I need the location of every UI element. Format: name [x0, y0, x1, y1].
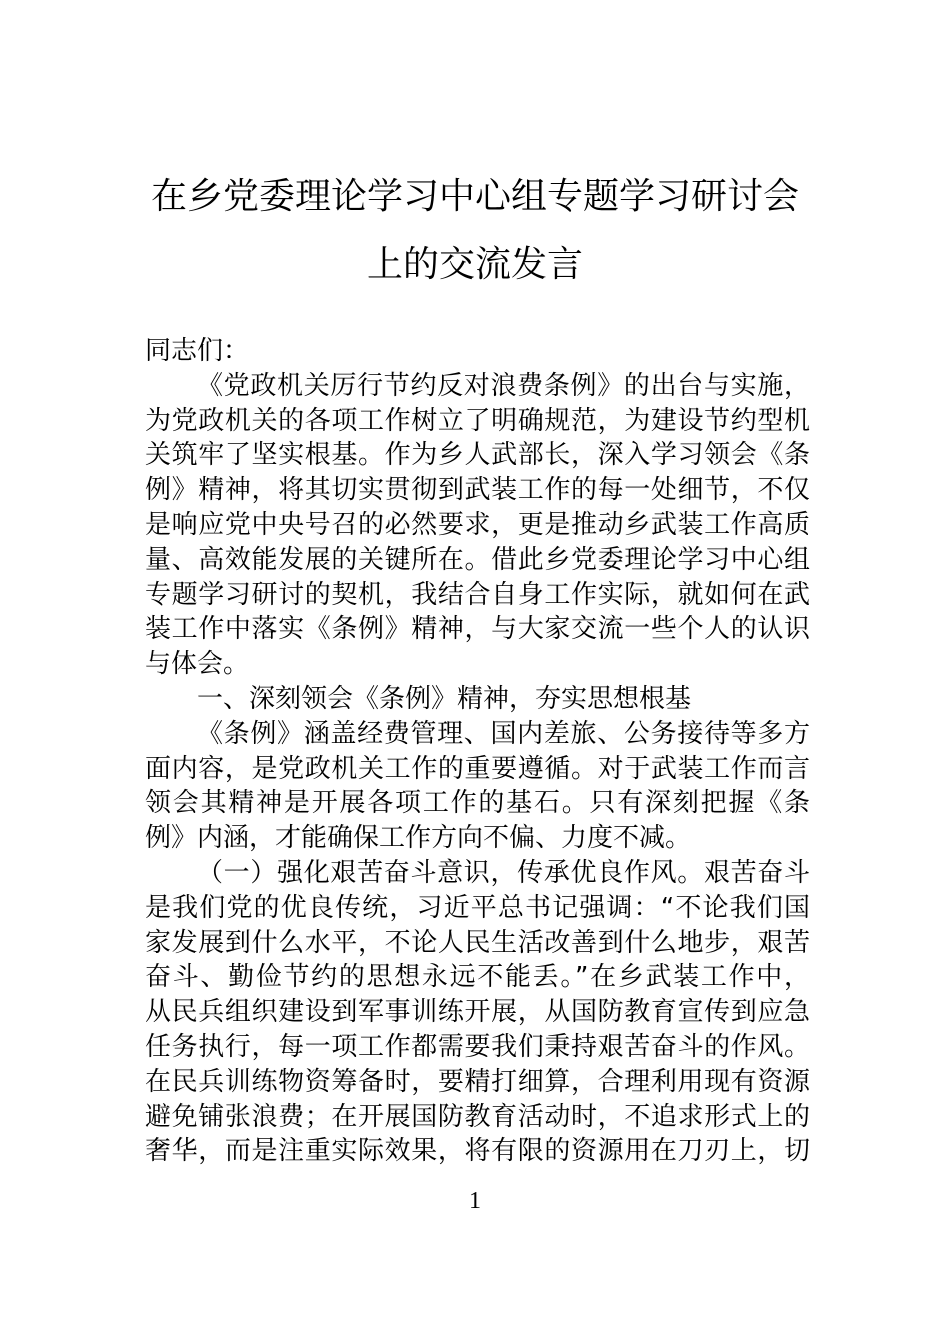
paragraph-line: 任务执行，每一项工作都需要我们秉持艰苦奋斗的作风。: [145, 1031, 810, 1062]
paragraph-line: （一）强化艰苦奋斗意识，传承优良作风。艰苦奋斗: [197, 857, 810, 888]
paragraph-line: 家发展到什么水平，不论人民生活改善到什么地步，艰苦: [145, 927, 810, 958]
paragraph-line: 例》内涵，才能确保工作方向不偏、力度不减。: [145, 823, 692, 854]
paragraph-line: 例》精神，将其切实贯彻到武装工作的每一处细节，不仅: [145, 475, 810, 506]
salutation: 同志们：: [145, 336, 250, 366]
section-heading: 一、深刻领会《条例》精神，夯实思想根基: [197, 683, 692, 714]
paragraph-line: 量、高效能发展的关键所在。借此乡党委理论学习中心组: [145, 544, 810, 575]
paragraph-line: 装工作中落实《条例》精神，与大家交流一些个人的认识: [145, 614, 810, 645]
paragraph-line: 《条例》涵盖经费管理、国内差旅、公务接待等多方: [197, 718, 810, 749]
paragraph-line: 在民兵训练物资筹备时，要精打细算，合理利用现有资源: [145, 1066, 810, 1097]
paragraph-line: 是响应党中央号召的必然要求，更是推动乡武装工作高质: [145, 509, 810, 540]
paragraph-line: 专题学习研讨的契机，我结合自身工作实际，就如何在武: [145, 579, 810, 610]
document-title-line-2: 上的交流发言: [366, 244, 583, 285]
paragraph-line: 是我们党的优良传统，习近平总书记强调：“不论我们国: [145, 892, 810, 923]
paragraph-line: 《党政机关厉行节约反对浪费条例》的出台与实施，: [197, 370, 810, 401]
paragraph-line: 奋斗、勤俭节约的思想永远不能丢。”在乡武装工作中，: [145, 962, 810, 993]
paragraph-line: 领会其精神是开展各项工作的基石。只有深刻把握《条: [145, 788, 810, 819]
paragraph-line: 与体会。: [145, 649, 250, 680]
paragraph-line: 面内容，是党政机关工作的重要遵循。对于武装工作而言: [145, 753, 810, 784]
document-title-line-1: 在乡党委理论学习中心组专题学习研讨会: [150, 176, 799, 217]
paragraph-line: 奢华，而是注重实际效果，将有限的资源用在刀刃上，切: [145, 1136, 810, 1167]
paragraph-line: 从民兵组织建设到军事训练开展，从国防教育宣传到应急: [145, 997, 810, 1028]
paragraph-line: 关筑牢了坚实根基。作为乡人武部长，深入学习领会《条: [145, 440, 810, 471]
page-number: 1: [469, 1188, 481, 1214]
document-body: [145, 334, 810, 1169]
paragraph-line: 避免铺张浪费；在开展国防教育活动时，不追求形式上的: [145, 1101, 810, 1132]
paragraph-line: 为党政机关的各项工作树立了明确规范，为建设节约型机: [145, 405, 810, 436]
